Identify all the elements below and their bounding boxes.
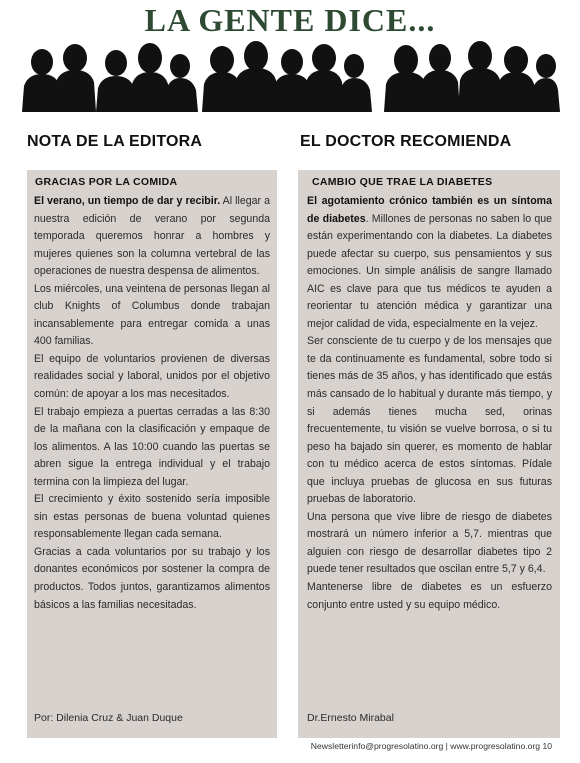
editor-note-panel-title: GRACIAS POR LA COMIDA (35, 176, 178, 188)
doctor-panel (298, 170, 560, 738)
editor-note-paragraph: Los miércoles, una veintena de personas llegan al club Knights of Columbus donde trabajan incansablemente para entregar comida a unas 400 familias. (34, 282, 270, 348)
doctor-lead (307, 193, 552, 333)
editor-note-panel (27, 170, 277, 738)
people-silhouettes-image (20, 36, 560, 112)
doctor-body (307, 193, 552, 614)
editor-note-paragraph: Gracias a cada voluntarios por su trabajo y los donantes económicos por sostener la compra de productos. Todos juntos, garantizamos alimentos básicos a las familias necesitadas. (34, 545, 270, 611)
editor-note-lead-bold: El verano, un tiempo de dar y recibir. (34, 195, 221, 207)
footer-contact: Newsletterinfo@progresolatino.org | www.progresolatino.org 10 (310, 741, 552, 751)
doctor-lead-bold: El agotamiento crónico también es un síntoma de diabetes (307, 195, 552, 225)
masthead-title: LA GENTE DICE... (144, 2, 436, 38)
doctor-lead-rest: . Millones de personas no saben lo que están experimentando con la diabetes. La diabetes puede afectar su cuerpo, sus pensamientos y sus emociones. Un simple análisis de sangre llamado AIC es clave para que tus médicos te ayuden a reorientar tu atención médica y garantizar una mejor calidad de vida, especialmente en la vejez. (307, 212, 552, 330)
editor-note-lead-rest: Al llegar a nuestra edición de verano por segunda temporada queremos honrar a hombres y mujeres quienes son la columna vertebral de las operaciones de nuestra despensa de alimentos. (34, 195, 270, 278)
editor-note-paragraph: El trabajo empieza a puertas cerradas a las 8:30 de la mañana con la clasificación y empaque de los alimentos. A las 10:00 cuando las puertas se abren sigue la entrega individual y el trabajo termina con la limpieza del lugar. (34, 405, 270, 488)
doctor-recommends-heading: EL DOCTOR RECOMIENDA (300, 133, 512, 150)
editor-note-lead (34, 193, 270, 281)
editor-note-paragraph: El crecimiento y éxito sostenido sería imposible sin estas personas de buena voluntad quienes responsablemente llegan cada semana. (34, 493, 270, 541)
editor-note-body (34, 193, 270, 614)
doctor-paragraph: Ser consciente de tu cuerpo y de los mensajes que te da continuamente es fundamental, sobre todo si tienes más de 35 años, y has identificado que estás más cansado de lo habitual y durante más tiempo, y si además tienes mucha sed, orinas frecuentemente, tu visión se vuelve borrosa, o si tu peso ha bajado sin querer, es momento de hablar con tu médico acerca de estos síntomas. Pídale que incluya pruebas de glucosa en sus futuras pruebas de laboratorio. (307, 335, 552, 506)
editor-note-signature: Por: Dilenia Cruz & Juan Duque (34, 712, 183, 724)
doctor-panel-title: CAMBIO QUE TRAE LA DIABETES (312, 176, 493, 188)
doctor-signature: Dr.Ernesto Mirabal (307, 712, 394, 724)
editor-note-heading: NOTA DE LA EDITORA (27, 133, 203, 150)
doctor-paragraph: Una persona que vive libre de riesgo de diabetes mostrará un número inferior a 5,7. mientras que alguien con riesgo de desarrollar diabetes tipo 2 puede tener resultados que oscilan entre 5,7 y 6,4. (307, 510, 552, 576)
doctor-paragraph: Mantenerse libre de diabetes es un esfuerzo conjunto entre usted y su equipo médico. (307, 581, 552, 611)
editor-note-paragraph: El equipo de voluntarios provienen de diversas realidades social y laboral, unidos por el objetivo común: de apoyar a los mas necesitados. (34, 352, 270, 401)
